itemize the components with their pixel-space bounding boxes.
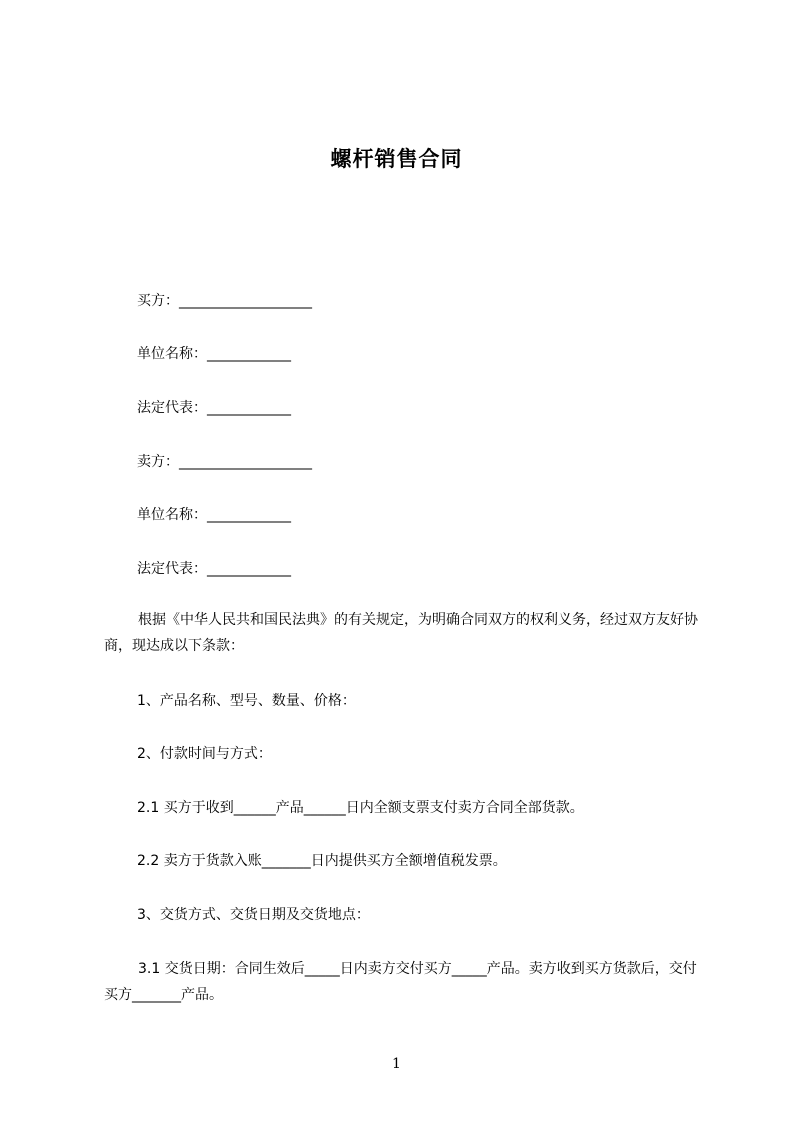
clause-1-heading: 1、产品名称、型号、数量、价格：: [137, 693, 356, 709]
buyer-unit-line: 单位名称：____________: [137, 346, 291, 362]
seller-unit-line: 单位名称：____________: [137, 507, 291, 523]
clause-3-1-paragraph: 3.1 交货日期：合同生效后_____日内卖方交付买方_____产品。卖方收到买方货款后，交付买方_______产品。: [104, 961, 697, 1003]
buyer-representative-line: 法定代表：____________: [137, 400, 291, 416]
clause-2-heading: 2、付款时间与方式：: [137, 746, 272, 762]
buyer-line: 买方：___________________: [137, 293, 312, 309]
clause-2-2: 2.2 卖方于货款入账_______日内提供买方全额增值税发票。: [137, 853, 507, 869]
clause-3-heading: 3、交货方式、交货日期及交货地点：: [137, 907, 370, 923]
document-title: 螺杆销售合同: [330, 147, 463, 171]
page-number: 1: [392, 1056, 401, 1072]
seller-representative-line: 法定代表：____________: [137, 561, 291, 577]
seller-line: 卖方：___________________: [137, 454, 312, 470]
preamble-paragraph: 根据《中华人民共和国民法典》的有关规定，为明确合同双方的权利义务，经过双方友好协商，现达成以下条款：: [104, 612, 698, 654]
clause-2-1: 2.1 买方于收到______产品______日内全额支票支付卖方合同全部货款。: [137, 800, 584, 816]
